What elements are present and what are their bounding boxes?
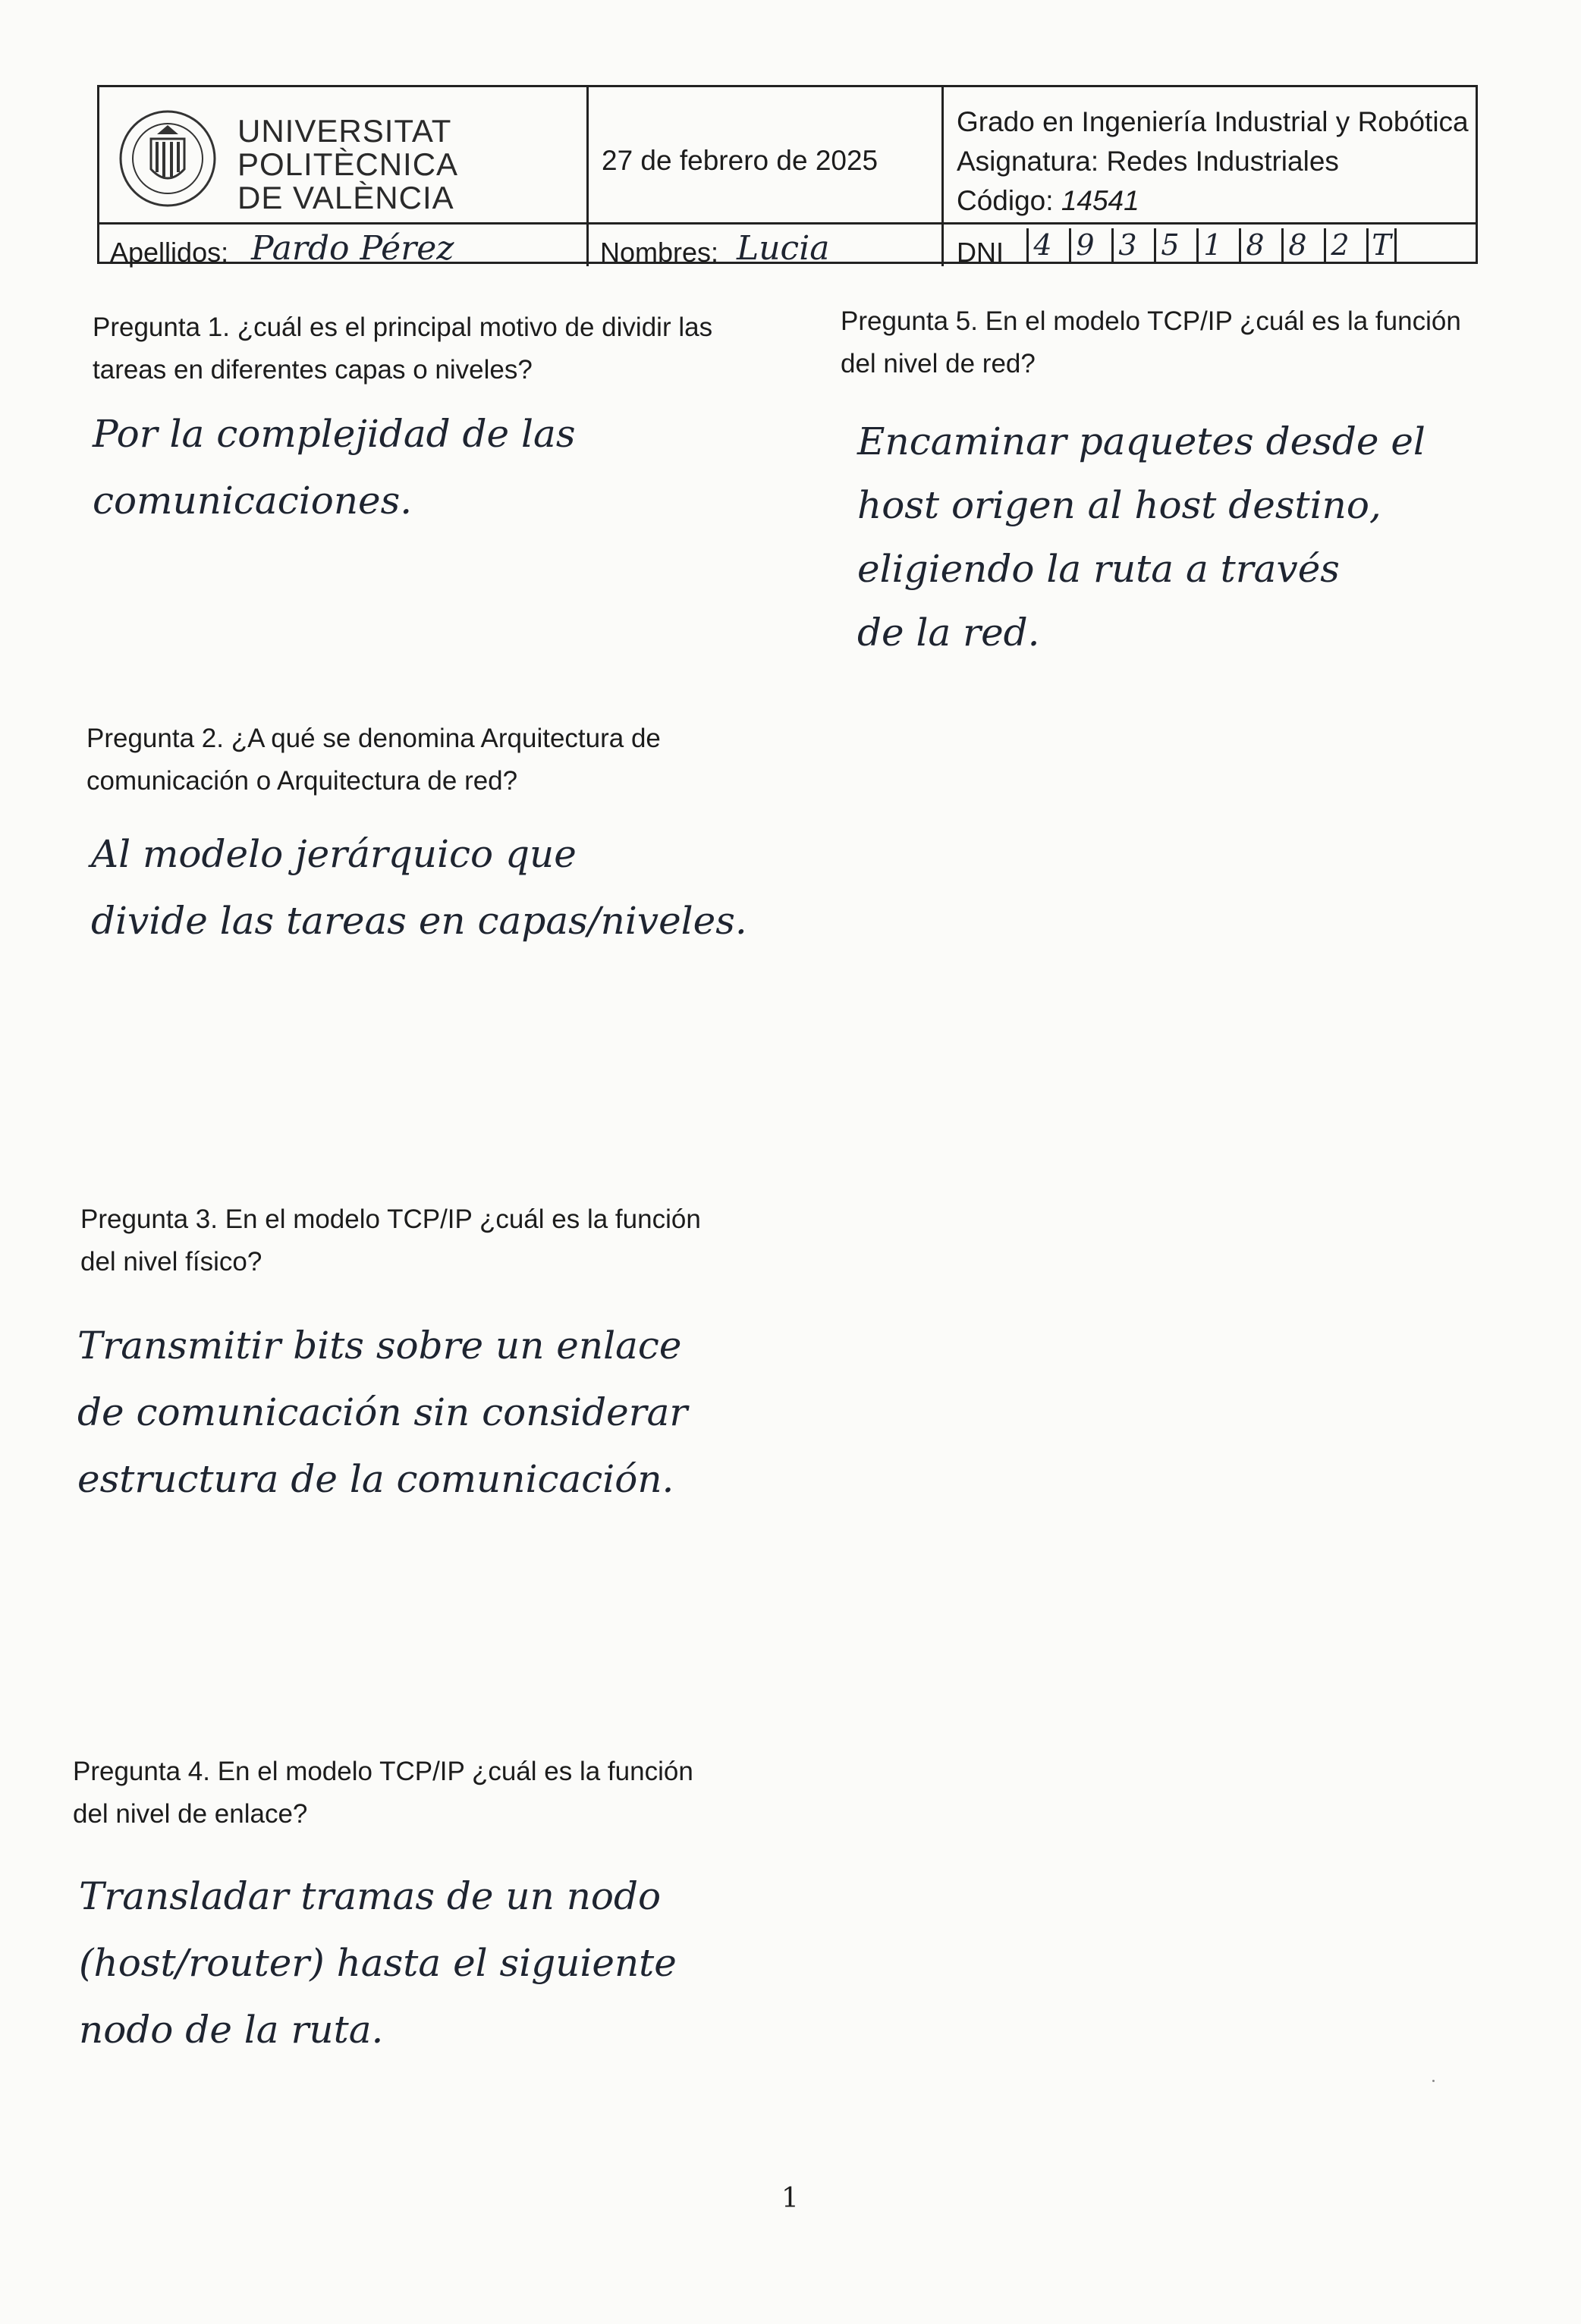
dni-label: DNI <box>957 237 1004 268</box>
question-1: Pregunta 1. ¿cuál es el principal motivo de dividir las tareas en diferentes capas o niveles? <box>93 312 713 385</box>
course-info <box>957 102 1469 221</box>
name-field: Lucia <box>737 229 830 268</box>
dni-digit: 8 <box>1281 228 1312 262</box>
paper-speck <box>1432 2080 1435 2082</box>
surname-label: Apellidos: <box>110 237 229 268</box>
name-label: Nombres: <box>600 237 719 268</box>
answer-5: Encaminar paquetes desde el host origen al host destino, eligiendo la ruta a través de la red. <box>857 419 1425 655</box>
university-name: UNIVERSITAT POLITÈCNICA DE VALÈNCIA <box>237 113 459 215</box>
surname-field: Pardo Pérez <box>251 229 454 268</box>
dni-digit: 4 <box>1026 228 1057 262</box>
question-5: Pregunta 5. En el modelo TCP/IP ¿cuál es la función del nivel de red? <box>841 306 1461 378</box>
degree-name: Grado en Ingeniería Industrial y Robótica <box>957 106 1469 137</box>
dni-digit: 5 <box>1154 228 1184 262</box>
course-code: Código: 14541 <box>957 185 1139 216</box>
dni-digit: 8 <box>1239 228 1269 262</box>
question-2: Pregunta 2. ¿A qué se denomina Arquitectura de comunicación o Arquitectura de red? <box>86 724 661 796</box>
answer-2: Al modelo jerárquico que divide las tareas en capas/niveles. <box>91 832 747 943</box>
answer-4: Transladar tramas de un nodo (host/router) hasta el siguiente nodo de la ruta. <box>79 1874 677 2052</box>
answer-3: Transmitir bits sobre un enlace de comunicación sin considerar estructura de la comunicación. <box>77 1324 688 1501</box>
answer-1: Por la complejidad de las comunicaciones. <box>93 412 576 523</box>
university-seal-icon <box>118 108 218 209</box>
subject-name: Asignatura: Redes Industriales <box>957 146 1339 177</box>
exam-header-table <box>97 85 1478 268</box>
dni-digit: 3 <box>1111 228 1142 262</box>
question-3: Pregunta 3. En el modelo TCP/IP ¿cuál es la función del nivel físico? <box>80 1204 701 1277</box>
dni-digit: 2 <box>1324 228 1354 262</box>
dni-digit: 9 <box>1069 228 1099 262</box>
page-number: 1 <box>781 2183 799 2214</box>
dni-digit: T <box>1366 228 1397 262</box>
dni-digit: 1 <box>1196 228 1227 262</box>
question-4: Pregunta 4. En el modelo TCP/IP ¿cuál es la función del nivel de enlace? <box>73 1757 693 1829</box>
exam-date: 27 de febrero de 2025 <box>602 145 879 176</box>
